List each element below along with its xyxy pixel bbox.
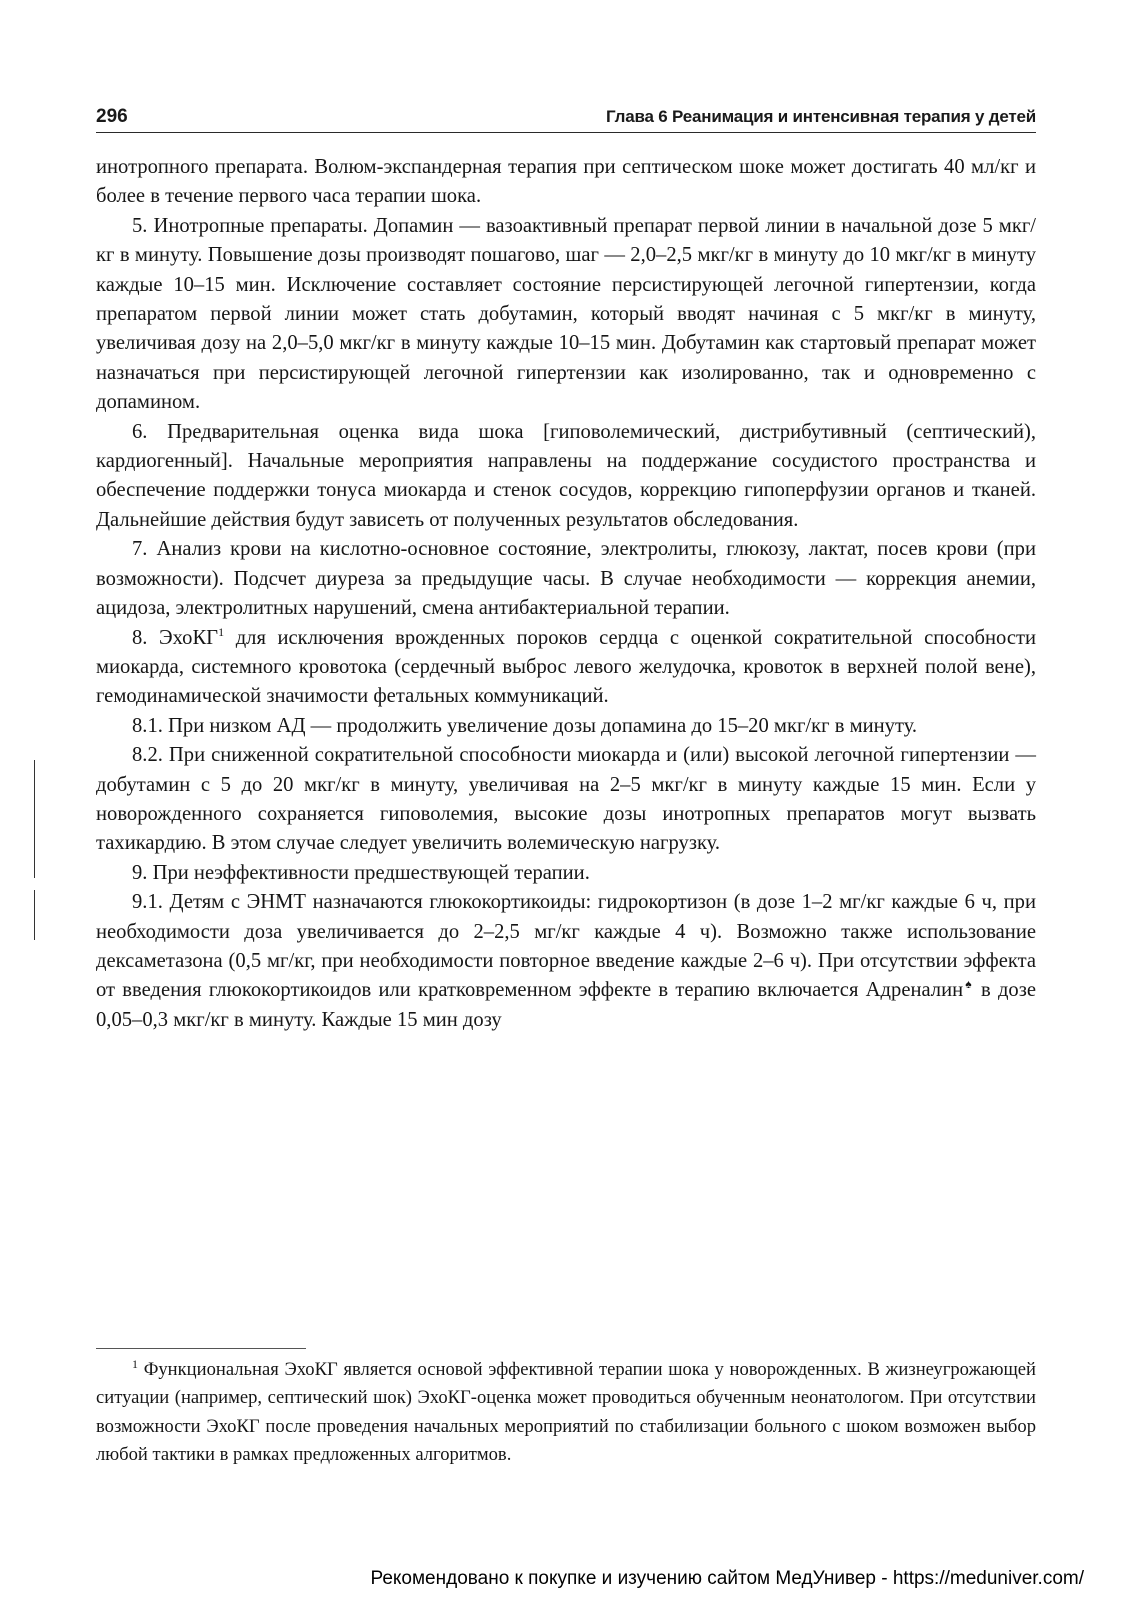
chapter-title: Глава 6 Реанимация и интенсивная терапия у детей [606,107,1036,126]
footnote-text: Функциональная ЭхоКГ является основой эффективной терапии шока у новорожденных. В жизнеугрожающей ситуации (например, септический шок) ЭхоКГ-оценка может проводиться обученным неонатологом. При отсутствии возможности ЭхоКГ после проведения начальных мероприятий по стабилизации больного с шоком возможен выбор любой тактики в рамках предложенных алгоритмов. [96,1359,1036,1466]
paragraph-9-1-lead: 9.1. Детям с ЭНМТ назначаются глюкокортикоиды: гидрокортизон (в дозе 1–2 мг/кг каждые 6 ч, при необходимости доза увеличивается до 2–2,5 мг/кг каждые 4 ч). Возможно также использование дексаметазона (0,5 мг/кг, при необходимости повторное введение каждые 2–6 ч). При отсутствии эффекта от введения глюкокортикоидов или кратковременном эффекте в терапию включается Адреналин [96,891,1036,1002]
margin-change-bar [34,760,35,878]
paragraph-9-1-rest: в дозе 0,05–0,3 мкг/кг в минуту. Каждые 15 мин дозу [96,979,1036,1031]
paragraph-8-2-low-contractility: 8.2. При сниженной сократительной способности миокарда и (или) высокой легочной гипертензии — добутамин с 5 до 20 мкг/кг в минуту, увеличивая на 2–5 мкг/кг в минуту каждые 15 мин. Если у новорожденного сохраняется гиповолемия, высокие дозы инотропных препаратов могут вызвать тахикардию. В этом случае следует увеличить волемическую нагрузку. [96,744,1036,855]
paragraph-continuation: инотропного препарата. Волюм-экспандерная терапия при септическом шоке может достигать 40 мл/кг и более в течение первого часа терапии шока. [96,156,1036,208]
footnote-1 [96,1356,1036,1470]
site-watermark-text: Рекомендовано к покупке и изучению сайтом МедУнивер - https://meduniver.com/ [370,1568,1084,1589]
trademark-mark: ♠ [963,977,974,992]
footnote-reference: 1 [218,624,225,639]
paragraph-8-1-low-bp: 8.1. При низком АД — продолжить увеличение дозы допамина до 15–20 мкг/кг в минуту. [132,714,918,737]
paragraph-9-ineffective-therapy: 9. При неэффективности предшествующей терапии. [132,861,590,884]
paragraph-8-lead: 8. ЭхоКГ [132,626,219,649]
paragraph-7-blood-analysis: 7. Анализ крови на кислотно-основное состояние, электролиты, глюкозу, лактат, посев крови (при возможности). Подсчет диуреза за предыдущие часы. В случае необходимости — коррекция анемии, ацидоза, электролитных нарушений, смена антибактериальной терапии. [96,538,1036,620]
main-text [96,153,1036,1035]
footnote-divider [96,1348,306,1349]
margin-change-bar [34,890,35,940]
paragraph-8-echocardiography [96,624,1036,712]
running-header [96,104,1036,133]
paragraph-6-shock-assessment: 6. Предварительная оценка вида шока [гиповолемический, дистрибутивный (септический), кардиогенный]. Начальные мероприятия направлены на поддержание сосудистого пространства и обеспечение поддержки тонуса миокарда и стенок сосудов, коррекцию гипоперфузии органов и тканей. Дальнейшие действия будут зависеть от полученных результатов обследования. [96,420,1036,531]
page-number: 296 [96,106,128,127]
paragraph-8-rest: для исключения врожденных пороков сердца с оценкой сократительной способности миокарда, системного кровотока (сердечный выброс левого желудочка, кровоток в верхней полой вене), гемодинамической значимости фетальных коммуникаций. [96,626,1036,708]
paragraph-9-1-glucocorticoids [96,888,1036,1035]
footnote [96,1356,1036,1470]
paragraph-5-inotropes: 5. Инотропные препараты. Допамин — вазоактивный препарат первой линии в начальной дозе 5 мкг/кг в минуту. Повышение дозы производят пошагово, шаг — 2,0–2,5 мкг/кг в минуту до 10 мкг/кг в минуту каждые 10–15 мин. Исключение составляет состояние персистирующей легочной гипертензии, когда препаратом первой линии может стать добутамин, который вводят начиная с 5 мкг/кг в минуту, увеличивая дозу на 2,0–5,0 мкг/кг в минуту каждые 10–15 мин. Добутамин как стартовый препарат может назначаться при персистирующей легочной гипертензии как изолированно, так и одновременно с допамином. [96,214,1036,414]
footnote-mark: 1 [132,1356,138,1371]
